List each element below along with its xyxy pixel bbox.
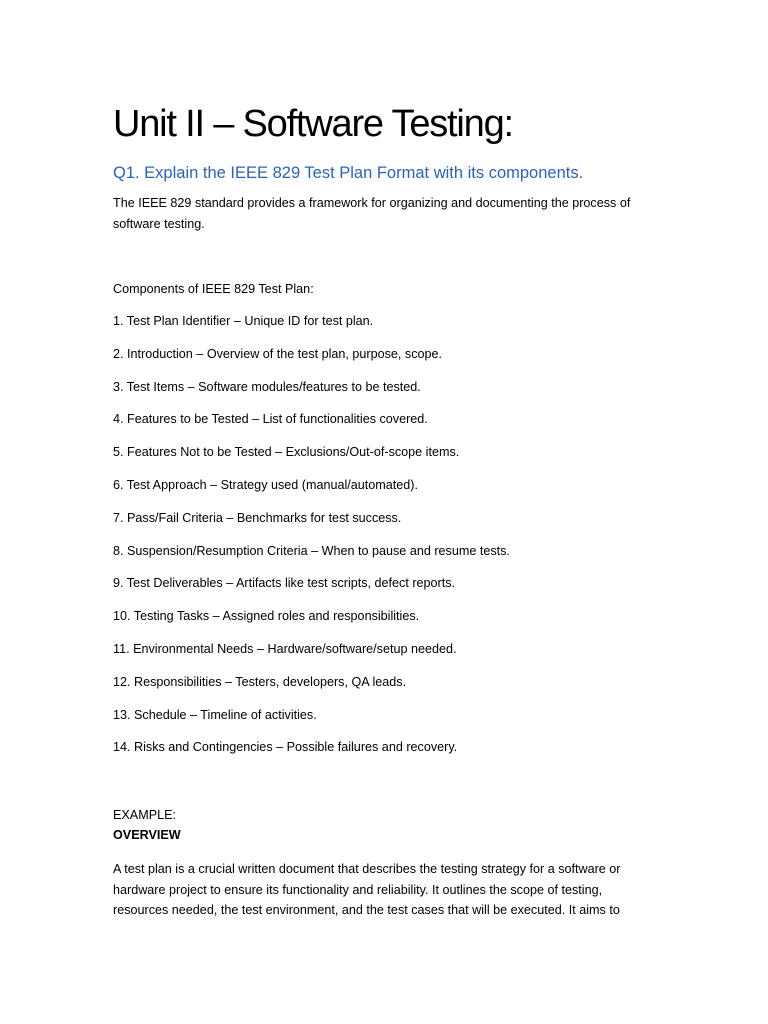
components-title: Components of IEEE 829 Test Plan: bbox=[113, 282, 314, 296]
list-item: 5. Features Not to be Tested – Exclusions/Out-of-scope items. bbox=[113, 445, 460, 460]
list-item: 7. Pass/Fail Criteria – Benchmarks for test success. bbox=[113, 510, 402, 525]
overview-label: OVERVIEW bbox=[113, 828, 181, 842]
list-item: 12. Responsibilities – Testers, developers, QA leads. bbox=[113, 674, 407, 689]
list-item: 9. Test Deliverables – Artifacts like test scripts, defect reports. bbox=[113, 576, 456, 591]
list-item: 3. Test Items – Software modules/features to be tested. bbox=[113, 379, 421, 394]
list-item: 14. Risks and Contingencies – Possible failures and recovery. bbox=[113, 740, 458, 755]
example-label: EXAMPLE: bbox=[113, 808, 176, 822]
overview-paragraph: A test plan is a crucial written document that describes the testing strategy for a software or hardware project to ensure its functionality and reliability. It outlines the scope of testing, resources needed, the test environment, and the test cases that will be executed. It aims to bbox=[113, 862, 621, 917]
list-item: 8. Suspension/Resumption Criteria – When to pause and resume tests. bbox=[113, 543, 510, 558]
components-list bbox=[113, 311, 510, 770]
list-item: 1. Test Plan Identifier – Unique ID for test plan. bbox=[113, 314, 374, 328]
list-item: 6. Test Approach – Strategy used (manual/automated). bbox=[113, 477, 418, 492]
list-item: 11. Environmental Needs – Hardware/software/setup needed. bbox=[113, 641, 457, 656]
list-item: 2. Introduction – Overview of the test plan, purpose, scope. bbox=[113, 346, 443, 361]
page-title: Unit II – Software Testing: bbox=[113, 103, 513, 145]
intro-paragraph: The IEEE 829 standard provides a framework for organizing and documenting the process of software testing. bbox=[113, 196, 631, 231]
list-item: 4. Features to be Tested – List of functionalities covered. bbox=[113, 412, 428, 427]
list-item: 13. Schedule – Timeline of activities. bbox=[113, 707, 317, 722]
list-item: 10. Testing Tasks – Assigned roles and responsibilities. bbox=[113, 609, 420, 624]
question-heading: Q1. Explain the IEEE 829 Test Plan Format with its components. bbox=[113, 164, 584, 182]
